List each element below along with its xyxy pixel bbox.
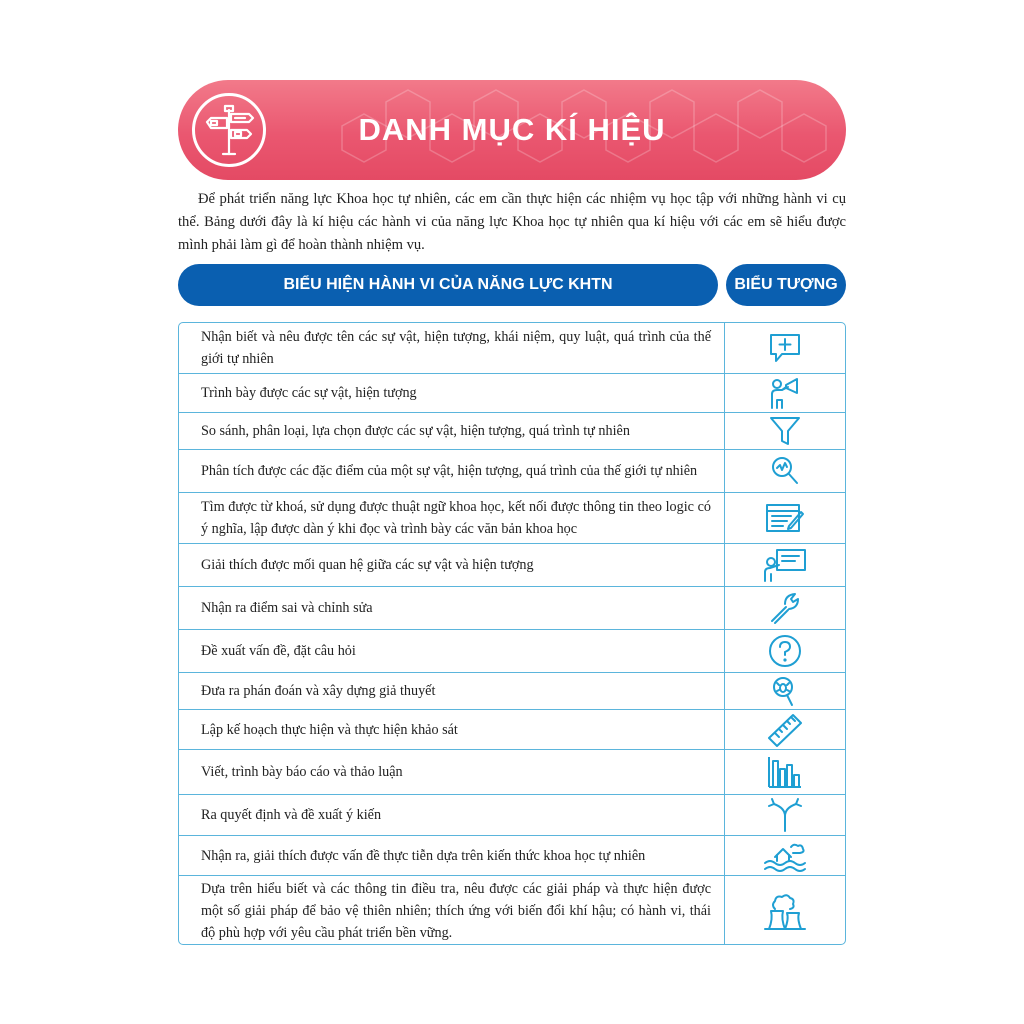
magnifier-analysis-icon [725, 455, 845, 487]
bar-chart-icon [725, 755, 845, 789]
document-pencil-icon [725, 502, 845, 534]
split-arrows-icon [725, 798, 845, 832]
wrench-icon [725, 591, 845, 625]
cooling-tower-icon [725, 891, 845, 931]
behavior-text: Phân tích được các đặc điểm của một sự vật, hiện tượng, quá trình của thế giới tự nhiên [201, 463, 698, 479]
table-row [179, 750, 845, 795]
behavior-text: Trình bày được các sự vật, hiện tượng [201, 385, 417, 401]
symbol-column-header: BIỂU TƯỢNG [726, 264, 846, 306]
behavior-text: Tìm được từ khoá, sử dụng được thuật ngữ khoa học, kết nối được thông tin theo logic có ý nghĩa, lập được dàn ý khi đọc và trình bày các văn bản khoa học [201, 499, 711, 537]
behavior-column-header: BIỂU HIỆN HÀNH VI CỦA NĂNG LỰC KHTN [178, 264, 718, 306]
speech-bubble-plus-icon [725, 331, 845, 365]
behavior-text: Nhận biết và nêu được tên các sự vật, hiện tượng, khái niệm, quy luật, quá trình của thế giới tự nhiên [201, 329, 711, 367]
behavior-text: So sánh, phân loại, lựa chọn được các sự vật, hiện tượng, quá trình tự nhiên [201, 423, 630, 439]
behavior-text: Dựa trên hiểu biết và các thông tin điều tra, nêu được các giải pháp và thực hiện được một số giải pháp để bảo vệ thiên nhiên; thích ứng với biến đổi khí hậu; có hành vi, thái độ phù hợp với yêu cầu phát triển bền vững. [201, 881, 711, 941]
teacher-board-icon [725, 548, 845, 582]
behavior-text: Ra quyết định và đề xuất ý kiến [201, 807, 382, 823]
table-row [179, 323, 845, 374]
table-row [179, 876, 845, 945]
table-row [179, 493, 845, 544]
ruler-icon [725, 713, 845, 747]
table-row [179, 673, 845, 710]
behavior-text: Nhận ra điểm sai và chỉnh sửa [201, 600, 373, 616]
page-title: DANH MỤC KÍ HIỆU [358, 112, 666, 147]
title-banner [178, 80, 846, 180]
table-row [179, 374, 845, 413]
behavior-text: Lập kế hoạch thực hiện và thực hiện khảo sát [201, 721, 458, 738]
question-circle-icon [725, 634, 845, 668]
table-row [179, 544, 845, 587]
table-row [179, 710, 845, 750]
table-row [179, 630, 845, 673]
table-row [179, 413, 845, 450]
behavior-text: Viết, trình bày báo cáo và thảo luận [201, 764, 403, 780]
intro-paragraph: Để phát triển năng lực Khoa học tự nhiên, các em cần thực hiện các nhiệm vụ học tập với những hành vi cụ thể. Bảng dưới đây là kí hiệu các hành vi của năng lực Khoa học tự nhiên qua kí hiệu với các em sẽ hiểu được mình phải làm gì để hoàn thành nhiệm vụ. [178, 191, 846, 253]
table-row [179, 450, 845, 493]
symbol-table [178, 322, 846, 945]
behavior-text: Nhận ra, giải thích được vấn đề thực tiễn dựa trên kiến thức khoa học tự nhiên [201, 847, 646, 864]
behavior-text: Giải thích được mối quan hệ giữa các sự vật và hiện tượng [201, 557, 534, 573]
behavior-text: Đưa ra phán đoán và xây dựng giả thuyết [201, 683, 436, 699]
behavior-text: Đề xuất vấn đề, đặt câu hỏi [201, 643, 356, 659]
presenter-megaphone-icon [725, 376, 845, 410]
funnel-icon [725, 416, 845, 446]
table-row [179, 795, 845, 836]
flood-house-icon [725, 839, 845, 873]
magnifier-bug-icon [725, 675, 845, 707]
table-row [179, 587, 845, 630]
table-row [179, 836, 845, 876]
